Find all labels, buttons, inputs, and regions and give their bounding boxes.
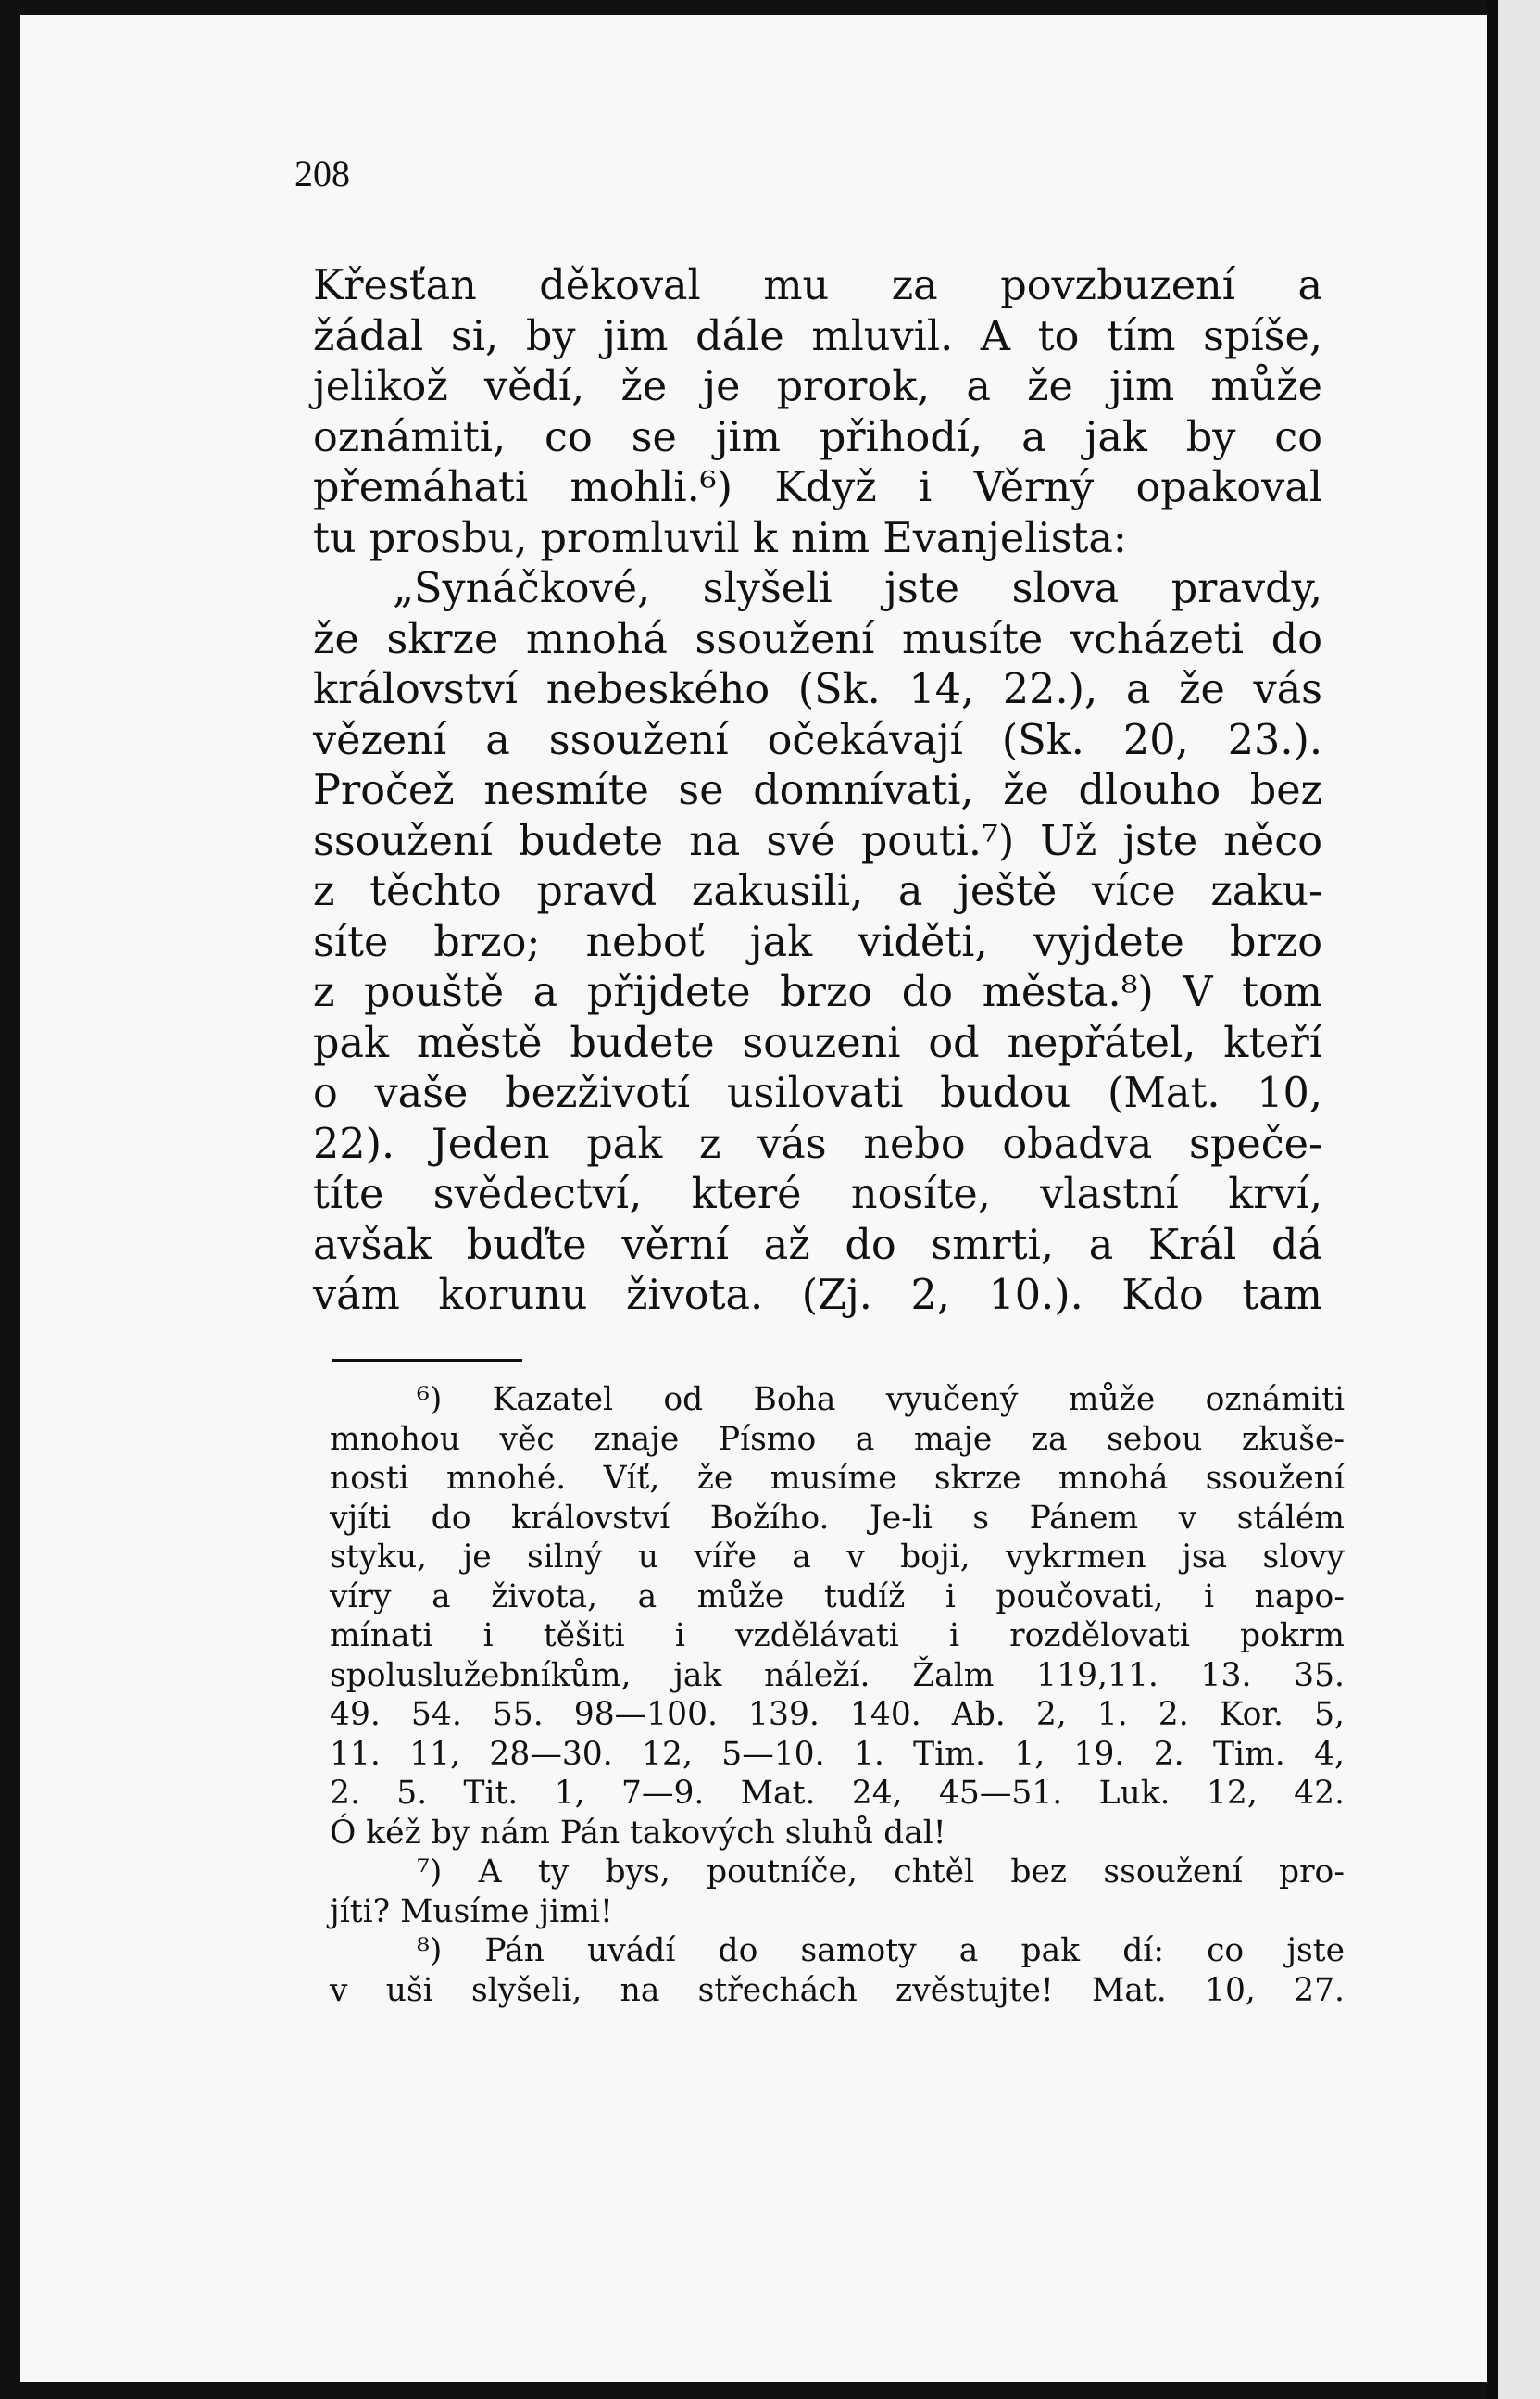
- text-line: „Synáčkové, slyšeli jste slova pravdy,: [393, 565, 1322, 612]
- page-number: 208: [294, 153, 350, 195]
- footnote-line: ⁷) A ty bys, poutníče, chtěl bez ssoužení pro-: [417, 1853, 1345, 1890]
- text-line: vězení a ssoužení očekávají (Sk. 20, 23.).: [313, 716, 1322, 764]
- footnote-line: víry a života, a může tudíž i poučovati, i napo-: [330, 1577, 1345, 1615]
- text-line: o vaše bezživotí usilovati budou (Mat. 10,: [313, 1070, 1322, 1117]
- footnotes: [330, 1380, 1345, 2010]
- text-line: Křesťan děkoval mu za povzbuzení a: [313, 262, 1322, 309]
- text-line: přemáhati mohli.⁶) Když i Věrný opakoval: [313, 464, 1322, 511]
- footnote-line: 49. 54. 55. 98—100. 139. 140. Ab. 2, 1. 2. Kor. 5,: [330, 1696, 1345, 1733]
- text-line: že skrze mnohá ssoužení musíte vcházeti do: [313, 615, 1322, 663]
- text-line: žádal si, by jim dále mluvil. A to tím spíše,: [313, 312, 1322, 360]
- footnote-line: ⁸) Pán uvádí do samoty a pak dí: co jste: [417, 1932, 1345, 1969]
- text-line: pak městě budete souzeni od nepřátel, kteří: [313, 1019, 1322, 1067]
- footnote-line: styku, je silný u víře a v boji, vykrmen jsa slovy: [330, 1539, 1345, 1576]
- text-line: avšak buďte věrní až do smrti, a Král dá: [313, 1221, 1322, 1269]
- text-line: vám korunu života. (Zj. 2, 10.). Kdo tam: [313, 1272, 1322, 1319]
- text-line: tu prosbu, promluvil k nim Evanjelista:: [313, 514, 1127, 562]
- footnote-line: mnohou věc znaje Písmo a maje za sebou zkuše-: [330, 1420, 1345, 1458]
- footnote-separator: [332, 1359, 522, 1362]
- footnote-line: v uši slyšeli, na střechách zvěstujte! Mat. 10, 27.: [330, 1971, 1345, 2009]
- text-line: z těchto pravd zakusili, a ještě více zaku-: [313, 868, 1322, 915]
- text-line: oznámiti, co se jim přihodí, a jak by co: [313, 413, 1322, 461]
- footnote-line: Ó kéž by nám Pán takových sluhů dal!: [330, 1814, 946, 1852]
- footnote-line: spoluslužebníkům, jak náleží. Žalm 119,11. 13. 35.: [330, 1656, 1345, 1694]
- text-line: jelikož vědí, že je prorok, a že jim může: [313, 363, 1322, 410]
- adjacent-page-edge: [1498, 0, 1540, 2399]
- footnote-line: ⁶) Kazatel od Boha vyučený může oznámiti: [417, 1381, 1345, 1418]
- page-edge-shadow: [1487, 0, 1498, 2399]
- text-line: ssoužení budete na své pouti.⁷) Už jste něco: [313, 817, 1322, 865]
- footnote-line: 11. 11, 28—30. 12, 5—10. 1. Tim. 1, 19. 2. Tim. 4,: [330, 1735, 1345, 1773]
- text-line: království nebeského (Sk. 14, 22.), a že vás: [313, 666, 1322, 713]
- footnote-line: nosti mnohé. Víť, že musíme skrze mnohá ssoužení: [330, 1460, 1345, 1497]
- footnote-line: jíti? Musíme jimi!: [330, 1892, 613, 1930]
- text-line: Pročež nesmíte se domnívati, že dlouho bez: [313, 767, 1322, 814]
- footnote-line: 2. 5. Tit. 1, 7—9. Mat. 24, 45—51. Luk. 12, 42.: [330, 1775, 1345, 1812]
- text-line: z pouště a přijdete brzo do města.⁸) V tom: [313, 969, 1322, 1016]
- text-line: síte brzo; neboť jak viděti, vyjdete brzo: [313, 918, 1322, 966]
- footnote-line: mínati i těšiti i vzdělávati i rozdělovati pokrm: [330, 1617, 1345, 1654]
- text-line: títe svědectví, které nosíte, vlastní krví,: [313, 1171, 1322, 1218]
- text-line: 22). Jeden pak z vás nebo obadva speče-: [313, 1120, 1322, 1168]
- footnote-line: vjíti do království Božího. Je-li s Pánem v stálém: [330, 1499, 1345, 1537]
- main-text: [313, 261, 1322, 1322]
